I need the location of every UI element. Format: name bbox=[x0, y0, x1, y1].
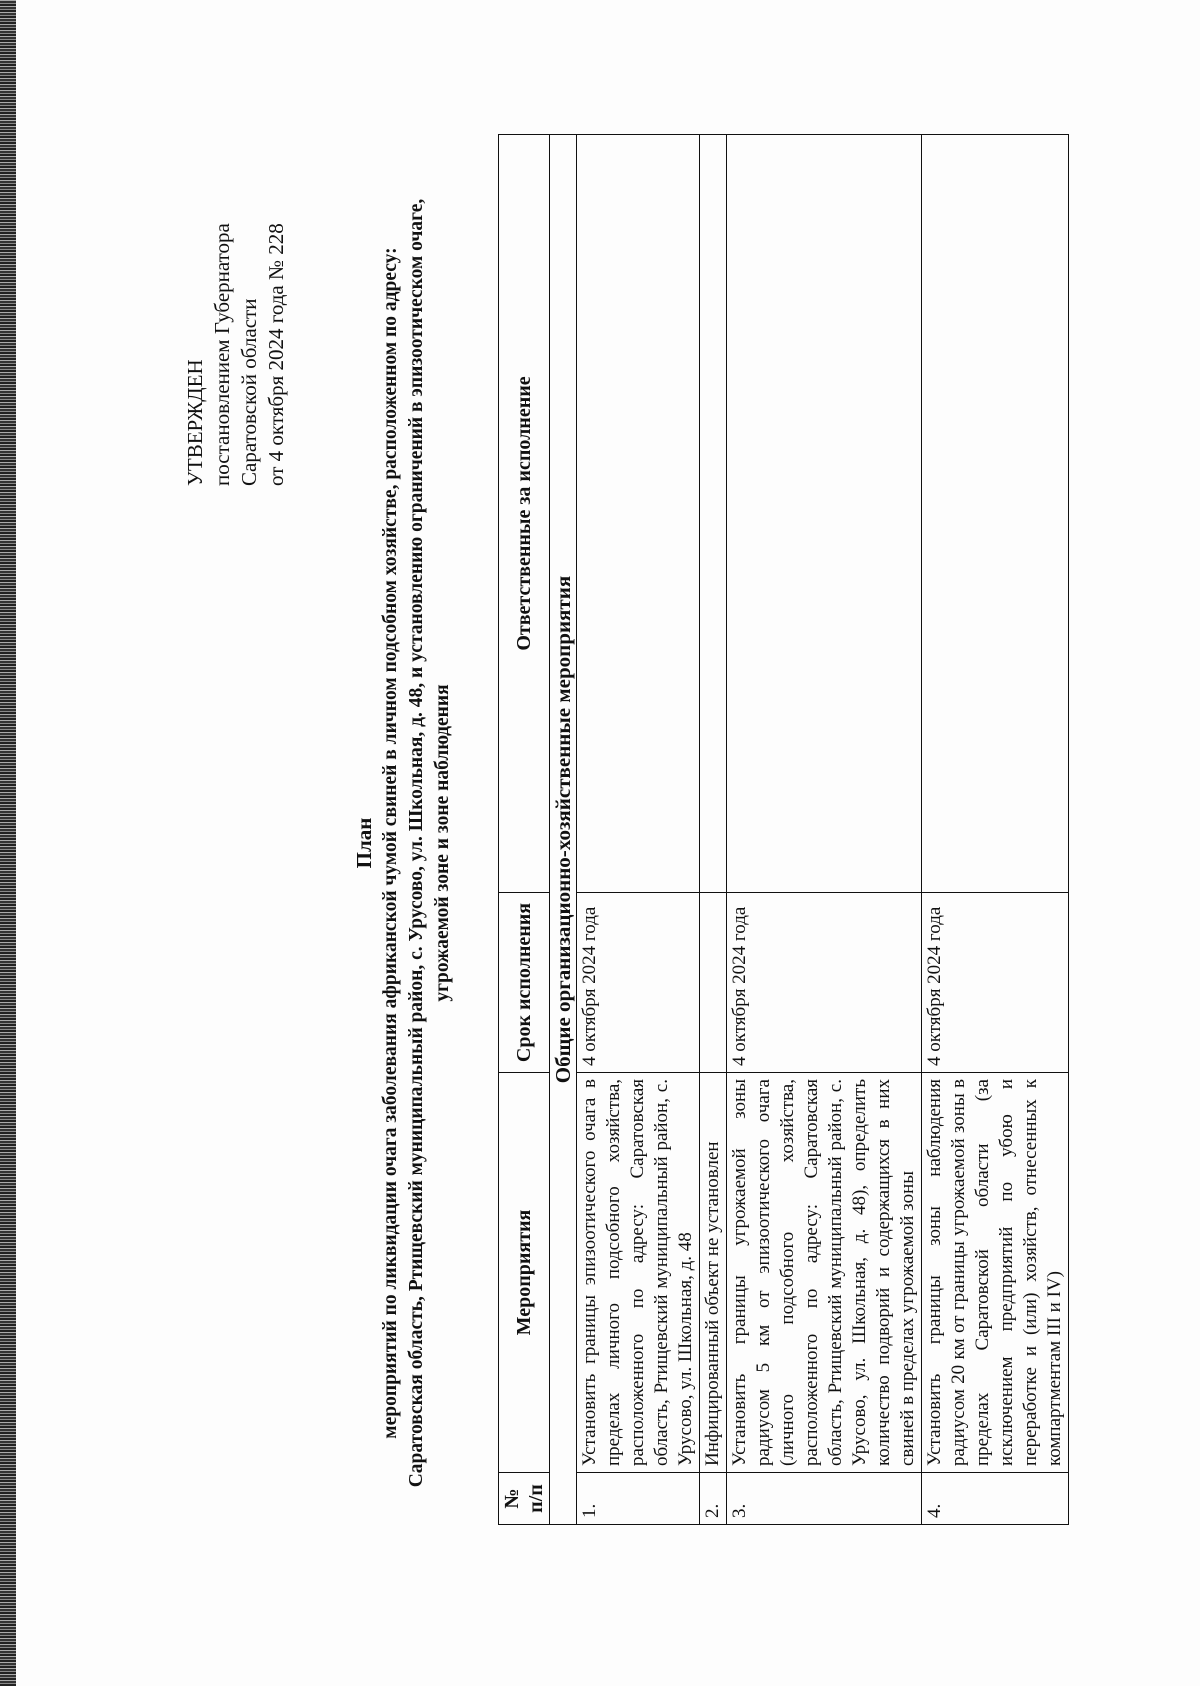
plan-subtitle: мероприятий по ликвидации очага заболевания африканской чумой свиней в личном подсобном хозяйстве, расположенном по адресу: Саратовская область, Ртищевский муниципальный район, с. Урусово, ул. Школьная, д. 48, и установлению ограничений в эпизоотическом очаге, угрожаемой зоне и зоне наблюдения bbox=[380, 198, 453, 1488]
header-responsible: Ответственные за исполнение bbox=[499, 135, 550, 893]
section-row bbox=[550, 135, 577, 1525]
row-num: 4. bbox=[922, 1473, 1069, 1525]
table-row bbox=[577, 135, 700, 1525]
row-measure: Установить границы эпизоотического очага в пределах личного подсобного хозяйства, расположенного по адресу: Саратовская область, Ртищевский муниципальный район, с. Урусово, ул. Школьная, д. 48 bbox=[577, 1073, 700, 1473]
approval-stamp bbox=[182, 223, 290, 486]
table-row bbox=[922, 135, 1069, 1525]
table-header-row bbox=[499, 135, 550, 1525]
table-row bbox=[700, 135, 727, 1525]
row-num: 1. bbox=[577, 1473, 700, 1525]
header-measure: Мероприятия bbox=[499, 1073, 550, 1473]
row-measure: Установить границы зоны наблюдения радиусом 20 км от границы угрожаемой зоны в пределах Саратовской области (за исключением предприятий по убою и переработке и (или) хозяйств, отнесенных к компартментам III и IV) bbox=[922, 1073, 1069, 1473]
row-responsible bbox=[577, 135, 700, 893]
plan-table bbox=[498, 134, 1069, 1525]
row-measure: Установить границы угрожаемой зоны радиусом 5 км от эпизоотического очага (личного подсобного хозяйства, расположенного по адресу: Саратовская область, Ртищевский муниципальный район, с. Урусово, ул. Школьная, д. 48), определить количество подворий и содержащихся в них свиней в пределах угрожаемой зоны bbox=[727, 1073, 922, 1473]
section-title: Общие организационно-хозяйственные мероприятия bbox=[550, 135, 577, 1525]
row-measure: Инфицированный объект не установлен bbox=[700, 1073, 727, 1473]
row-deadline bbox=[700, 893, 727, 1073]
plan-title: План bbox=[352, 817, 376, 869]
row-deadline: 4 октября 2024 года bbox=[577, 893, 700, 1073]
row-responsible bbox=[727, 135, 922, 893]
row-deadline: 4 октября 2024 года bbox=[922, 893, 1069, 1073]
approval-line-3: Саратовской области bbox=[237, 298, 261, 486]
row-responsible bbox=[700, 135, 727, 893]
row-responsible bbox=[922, 135, 1069, 893]
header-deadline: Срок исполнения bbox=[499, 893, 550, 1073]
table-row bbox=[727, 135, 922, 1525]
plan-header bbox=[350, 0, 456, 1686]
approval-line-2: постановлением Губернатора bbox=[210, 223, 234, 486]
row-deadline: 4 октября 2024 года bbox=[727, 893, 922, 1073]
approval-line-4: от 4 октября 2024 года № 228 bbox=[264, 223, 288, 486]
row-num: 3. bbox=[727, 1473, 922, 1525]
approval-line-1: УТВЕРЖДЕН bbox=[183, 359, 207, 486]
row-num: 2. bbox=[700, 1473, 727, 1525]
header-num: № п/п bbox=[499, 1473, 550, 1525]
